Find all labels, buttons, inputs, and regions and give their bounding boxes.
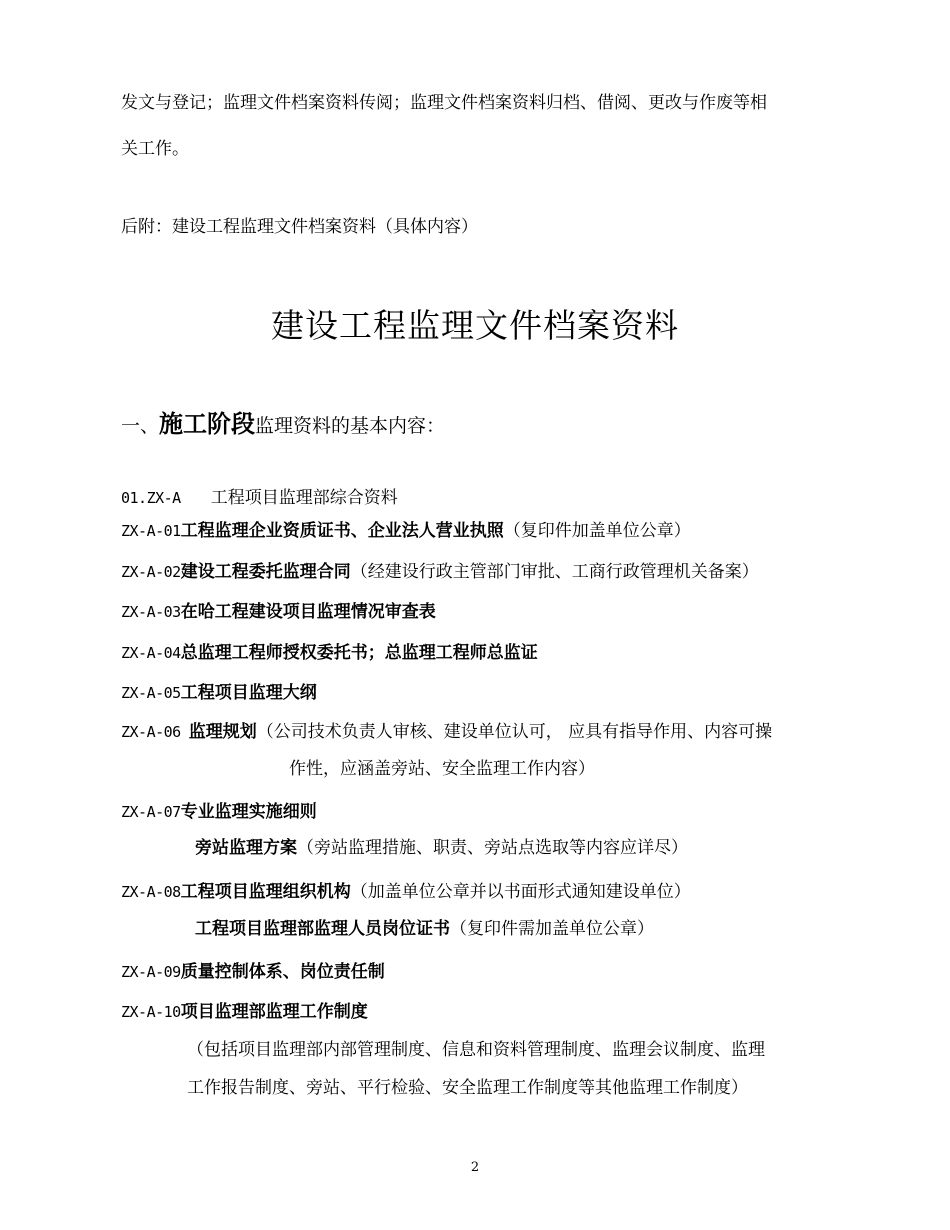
section-rest: 监理资料的基本内容： — [255, 415, 446, 437]
item-title: 工程项目监理大纲 — [180, 683, 317, 703]
list-item — [121, 642, 538, 664]
sub-item-note: （复印件需加盖单位公章） — [450, 919, 654, 939]
sub-item-title: 旁站监理方案 — [195, 838, 297, 858]
item-title: 工程项目监理组织机构 — [180, 882, 351, 902]
group-heading — [121, 487, 398, 509]
item-detail-line-1: （包括项目监理部内部管理制度、信息和资料管理制度、监理会议制度、监理 — [187, 1040, 765, 1060]
appendix-note: 后附：建设工程监理文件档案资料（具体内容） — [121, 217, 478, 237]
item-detail-line-2: 工作报告制度、旁站、平行检验、安全监理工作制度等其他监理工作制度） — [187, 1078, 748, 1098]
item-title: 专业监理实施细则 — [180, 802, 317, 822]
item-title: 质量控制体系、岗位责任制 — [180, 962, 385, 982]
sub-item-note: （旁站监理措施、职责、旁站点选取等内容应详尽） — [297, 838, 688, 858]
item-code: ZX-A-07 — [121, 803, 181, 821]
sub-item — [195, 837, 688, 859]
intro-line-1: 发文与登记；监理文件档案资料传阅；监理文件档案资料归档、借阅、更改与作废等相 — [121, 93, 767, 113]
item-code: ZX-A-08 — [121, 883, 181, 901]
item-note-continued: 作性，应涵盖旁站、安全监理工作内容） — [289, 759, 595, 779]
item-code: ZX-A-06 — [121, 723, 181, 741]
section-heading — [121, 404, 445, 439]
item-code: ZX-A-10 — [121, 1003, 181, 1021]
item-title: 在哈工程建设项目监理情况审查表 — [180, 602, 436, 622]
list-item — [121, 682, 317, 704]
item-code: ZX-A-04 — [121, 644, 181, 662]
intro-line-2: 关工作。 — [121, 139, 189, 159]
list-item — [121, 601, 436, 623]
item-title: 项目监理部监理工作制度 — [180, 1002, 368, 1022]
item-note: （经建设行政主管部门审批、工商行政管理机关备案） — [350, 562, 759, 582]
list-item — [121, 881, 691, 903]
group-code: 01.ZX-A — [121, 489, 181, 507]
item-note: （公司技术负责人审核、建设单位认可， 应具有指导作用、内容可操 — [256, 722, 773, 742]
list-item — [121, 961, 385, 983]
item-note: （复印件加盖单位公章） — [503, 521, 691, 541]
item-title: 监理规划 — [188, 722, 257, 742]
sub-item-title: 工程项目监理部监理人员岗位证书 — [195, 919, 450, 939]
item-note: （加盖单位公章并以书面形式通知建设单位） — [350, 882, 691, 902]
item-code: ZX-A-02 — [121, 563, 181, 581]
group-name: 工程项目监理部综合资料 — [210, 488, 398, 508]
item-code: ZX-A-05 — [121, 684, 181, 702]
page-number: 2 — [470, 1160, 480, 1175]
item-code: ZX-A-09 — [121, 963, 181, 981]
list-item — [121, 721, 772, 743]
section-bold: 施工阶段 — [159, 410, 256, 438]
item-title: 建设工程委托监理合同 — [180, 562, 351, 582]
item-code: ZX-A-01 — [121, 522, 181, 540]
list-item — [121, 561, 759, 583]
sub-item — [195, 918, 654, 940]
page-title: 建设工程监理文件档案资料 — [271, 306, 679, 345]
list-item — [121, 1001, 368, 1023]
list-item — [121, 801, 317, 823]
item-code: ZX-A-03 — [121, 603, 181, 621]
item-title: 总监理工程师授权委托书；总监理工程师总监证 — [180, 643, 538, 663]
section-prefix: 一、 — [121, 415, 160, 437]
item-title: 工程监理企业资质证书、企业法人营业执照 — [180, 521, 504, 541]
list-item — [121, 520, 691, 542]
